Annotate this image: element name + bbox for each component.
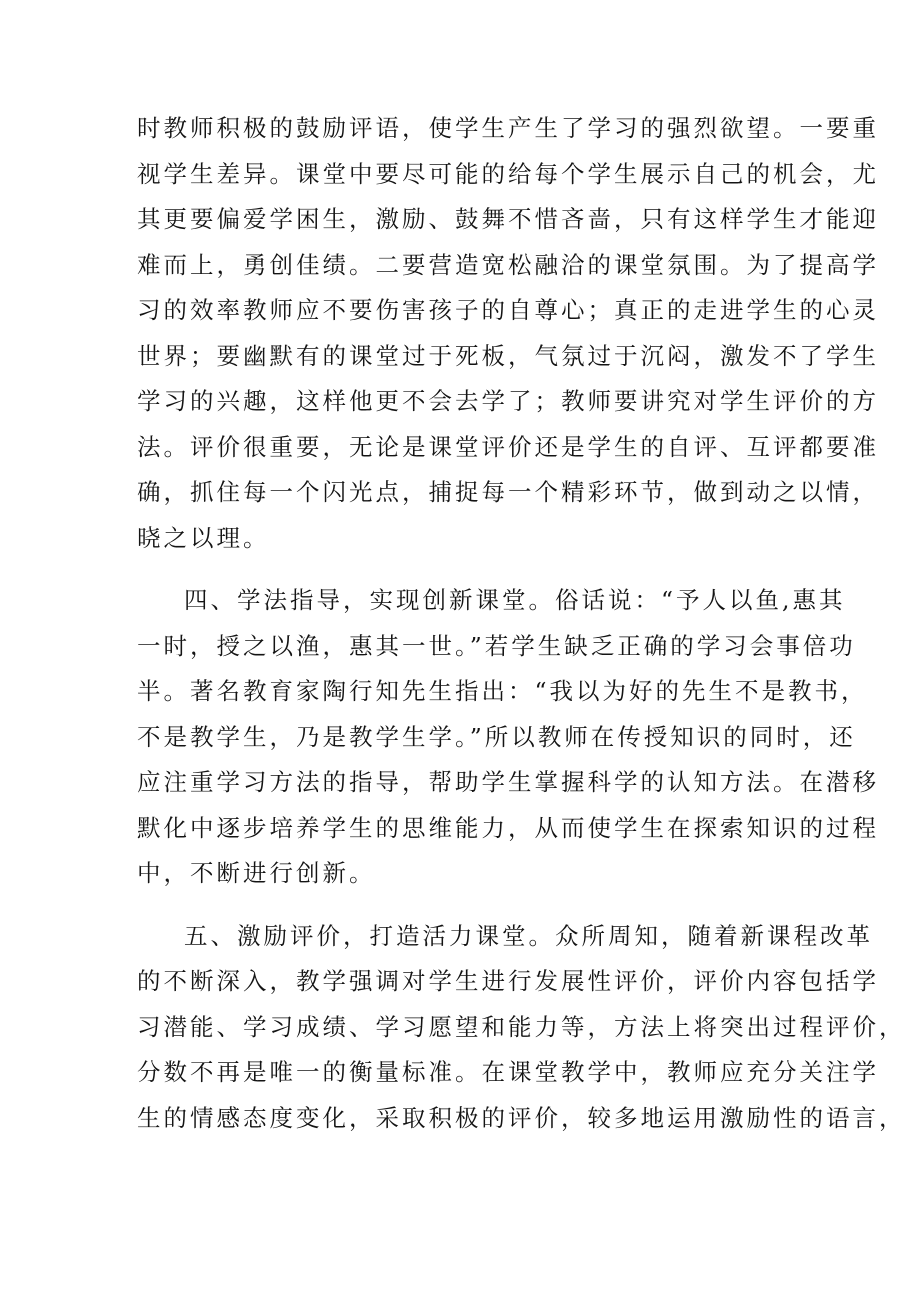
text-line: 习潜能、学习成绩、学习愿望和能力等，方法上将突出过程评价， [137,1012,906,1041]
text-line: 一时，授之以渔，惠其一世。”若学生缺乏正确的学习会事倍功 [137,631,856,660]
paragraph-gap [137,561,797,578]
text-line: 默化中逐步培养学生的思维能力，从而使学生在探索知识的过程 [137,813,879,842]
text-line: 应注重学习方法的指导，帮助学生掌握科学的认知方法。在潜移 [137,768,879,796]
paragraph-2 [137,578,879,897]
text-line: 世界；要幽默有的课堂过于死板，气氛过于沉闷，激发不了学生 [137,341,879,370]
text-line: 中，不断进行创新。 [137,859,376,887]
text-line: 法。评价很重要，无论是课堂评价还是学生的自评、互评都要准 [137,432,879,461]
text-line: 分数不再是唯一的衡量标准。在课堂教学中，教师应充分关注学 [137,1058,879,1086]
text-line: 的不断深入，教学强调对学生进行发展性评价，评价内容包括学 [137,967,879,995]
text-line: 学习的兴趣，这样他更不会去学了；教师要讲究对学生评价的方 [137,387,879,415]
text-line: 视学生差异。课堂中要尽可能的给每个学生展示自己的机会，尤 [137,159,879,188]
paragraph-1 [137,106,879,561]
text-line: 习的效率教师应不要伤害孩子的自尊心；真正的走进学生的心灵 [137,296,879,324]
text-line: 其更要偏爱学困生，激励、鼓舞不惜吝啬，只有这样学生才能迎 [137,205,879,233]
text-line: 确，抓住每一个闪光点，捕捉每一个精彩环节，做到动之以情， [137,478,879,506]
text-line: 时教师积极的鼓励评语，使学生产生了学习的强烈欲望。一要重 [137,114,879,142]
paragraph-3 [137,914,906,1142]
text-line: 生的情感态度变化，采取积极的评价，较多地运用激励性的语言， [137,1103,906,1132]
text-line: 难而上，勇创佳绩。二要营造宽松融洽的课堂氛围。为了提高学 [137,250,879,279]
text-line: 不是教学生，乃是教学生学。”所以教师在传授知识的同时，还 [137,722,856,751]
text-line: 五、激励评价，打造活力课堂。众所周知，随着新课程改革 [184,921,873,950]
document-body [137,106,906,1141]
text-line: 晓之以理。 [137,523,270,552]
paragraph-gap [137,897,797,914]
text-line: 四、学法指导，实现创新课堂。俗话说：“予人以鱼,惠其 [184,586,846,614]
text-line: 半。著名教育家陶行知先生指出：“我以为好的先生不是教书， [137,677,868,705]
